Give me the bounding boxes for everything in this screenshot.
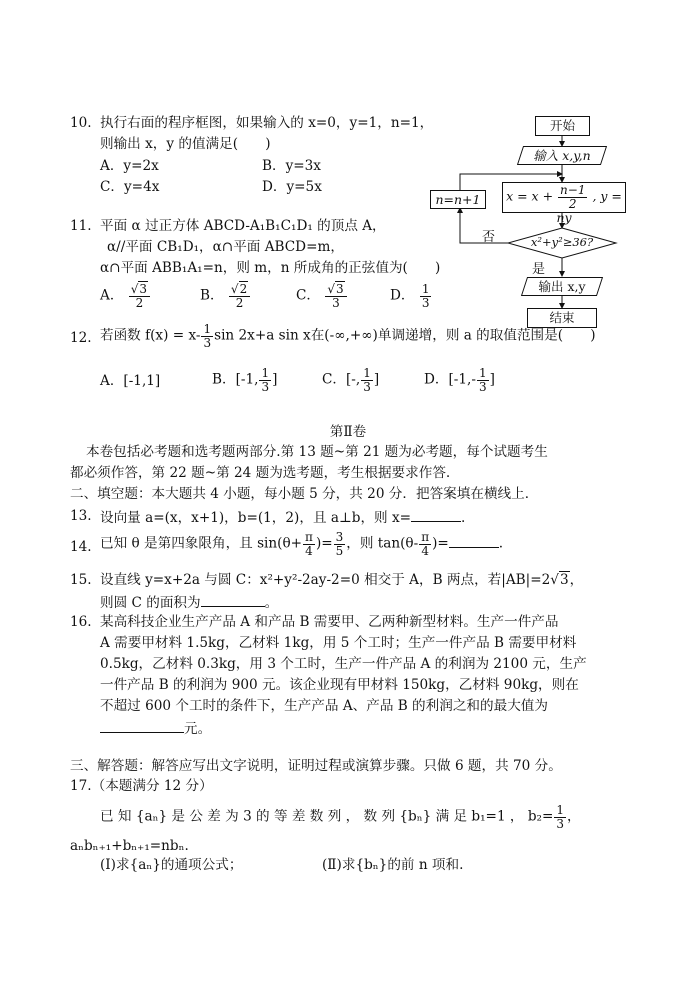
q11-line1: 平面 α 过正方体 ABCD-A₁B₁C₁D₁ 的顶点 A，	[100, 218, 386, 234]
q10-option-a: A．y=2x	[100, 158, 159, 174]
q17-line1: 已 知 {aₙ} 是 公 差 为 3 的 等 差 数 列 ， 数 列 {bₙ} 满 足 b₁=1 ， b₂= $\frac{1}{3}$ ，	[100, 803, 581, 831]
q17-line2: aₙbₙ₊₁+bₙ₊₁=nbₙ.	[70, 838, 189, 854]
flowchart-end: 结束	[527, 308, 597, 328]
q10-number: 10.	[70, 115, 92, 131]
q17-part2: (Ⅱ)求{bₙ}的前 n 项和.	[322, 857, 464, 873]
flowchart-input: 输入 x,y,n	[517, 146, 607, 165]
flowchart-output: 输出 x,y	[521, 277, 603, 296]
q16-line5: 不超过 600 个工时的条件下，生产产品 A、产品 B 的利润之和的最大值为	[100, 698, 548, 714]
q17-part1: (Ⅰ)求{aₙ}的通项公式；	[100, 857, 243, 873]
q15-line1: 设直线 y=x+2a 与圆 C：x²+y²-2ay-2=0 相交于 A，B 两点，若|AB|=2√3，	[100, 572, 584, 588]
q11-option-a: A． $\frac{√3}{2}$	[100, 283, 151, 309]
q15-line2: 则圆 C 的面积为 。	[100, 595, 279, 611]
q15-answer-blank[interactable]	[201, 593, 265, 607]
q11-number: 11.	[70, 218, 92, 234]
q14-text: 已知 θ 是第四象限角，且 sin(θ+ $\frac{\pi}{4}$ )= $\frac{3}{5}$ ，则 tan(θ- $\frac{\pi}{4}$ )= .	[100, 530, 504, 558]
section3-heading: 三、解答题：解答应写出文字说明，证明过程或演算步骤。只做 6 题，共 70 分。	[70, 758, 562, 774]
flowchart-process-left: x = x +	[506, 188, 554, 204]
q16-answer-blank[interactable]	[100, 719, 184, 733]
flowchart-process	[502, 182, 626, 226]
q12-number: 12.	[70, 330, 92, 346]
q10-option-b: B．y=3x	[262, 158, 321, 174]
q16-line6: 元。	[100, 719, 211, 737]
flowchart-lines	[420, 112, 635, 332]
q12-option-d: D．[-1,- $\frac{1}{3}$ ]	[424, 366, 495, 394]
q12-option-c: C．[-, $\frac{1}{3}$ ]	[322, 366, 380, 394]
flowchart-no-label: 否	[482, 230, 496, 245]
q15-number: 15.	[70, 572, 92, 588]
part2-title: 第Ⅱ卷	[329, 424, 367, 440]
flowchart-start: 开始	[535, 116, 590, 136]
q14-answer-blank[interactable]	[449, 534, 499, 548]
q12-option-a: A．[-1,1]	[100, 373, 161, 389]
flowchart-process-right: , y = ny	[556, 188, 622, 226]
q12-option-b: B．[-1, $\frac{1}{3}$ ]	[212, 366, 278, 394]
q16-line1: 某高科技企业生产产品 A 和产品 B 需要甲、乙两种新型材料。生产一件产品	[100, 614, 559, 630]
q11-option-d: D． $\frac{1}{3}$	[390, 282, 430, 310]
q16-number: 16.	[70, 614, 92, 630]
q16-line4: 一件产品 B 的利润为 900 元。该企业现有甲材料 150kg，乙材料 90kg，则在	[100, 677, 579, 693]
q12-text: 若函数 f(x) = x- $\frac{1}{3}$ sin 2x+a sin x在(-∞,+∞)单调递增，则 a 的取值范围是( )	[100, 322, 596, 350]
q16-line2: A 需要甲材料 1.5kg，乙材料 1kg，用 5 个工时；生产一件产品 B 需要甲材料	[100, 635, 577, 651]
q10-text-line1: 执行右面的程序框图，如果输入的 x=0，y=1，n=1，	[100, 115, 434, 131]
flowchart-decision: x²+y²≥36?	[530, 235, 594, 249]
q13-number: 13.	[70, 508, 92, 524]
q13-answer-blank[interactable]	[411, 508, 461, 522]
q10-option-c: C．y=4x	[100, 179, 160, 195]
section2-heading: 二、填空题：本大题共 4 小题，每小题 5 分，共 20 分．把答案填在横线上．	[70, 486, 539, 502]
q10-option-d: D．y=5x	[262, 179, 322, 195]
q11-option-c: C． $\frac{√3}{3}$	[296, 283, 348, 309]
flowchart-yes-label: 是	[532, 262, 546, 277]
q11-line3: α∩平面 ABB₁A₁=n，则 m，n 所成角的正弦值为( )	[100, 260, 441, 276]
q14-number: 14.	[70, 539, 92, 555]
q11-option-b: B． $\frac{√2}{2}$	[200, 283, 251, 309]
part2-intro-line2: 都必须作答，第 22 题~第 24 题为选考题，考生根据要求作答.	[70, 465, 451, 481]
q16-line3: 0.5kg，乙材料 0.3kg，用 3 个工时，生产一件产品 A 的利润为 2100 元，生产	[100, 656, 587, 672]
q13-text: 设向量 a=(x，x+1)，b=(1，2)，且 a⊥b，则 x= .	[100, 510, 466, 526]
part2-intro-line1: 本卷包括必考题和选考题两部分.第 13 题~第 21 题为必考题，每个试题考生	[86, 444, 548, 460]
q11-line2: α//平面 CB₁D₁，α∩平面 ABCD=m，	[107, 239, 344, 255]
flowchart-increment: n=n+1	[430, 190, 486, 209]
q17-header: 17.（本题满分 12 分）	[70, 778, 213, 794]
flowchart-process-frac: $\frac{n-1}{2}$	[560, 183, 586, 211]
q10-text-line2: 则输出 x，y 的值满足( )	[100, 136, 271, 152]
flowchart	[420, 112, 635, 332]
